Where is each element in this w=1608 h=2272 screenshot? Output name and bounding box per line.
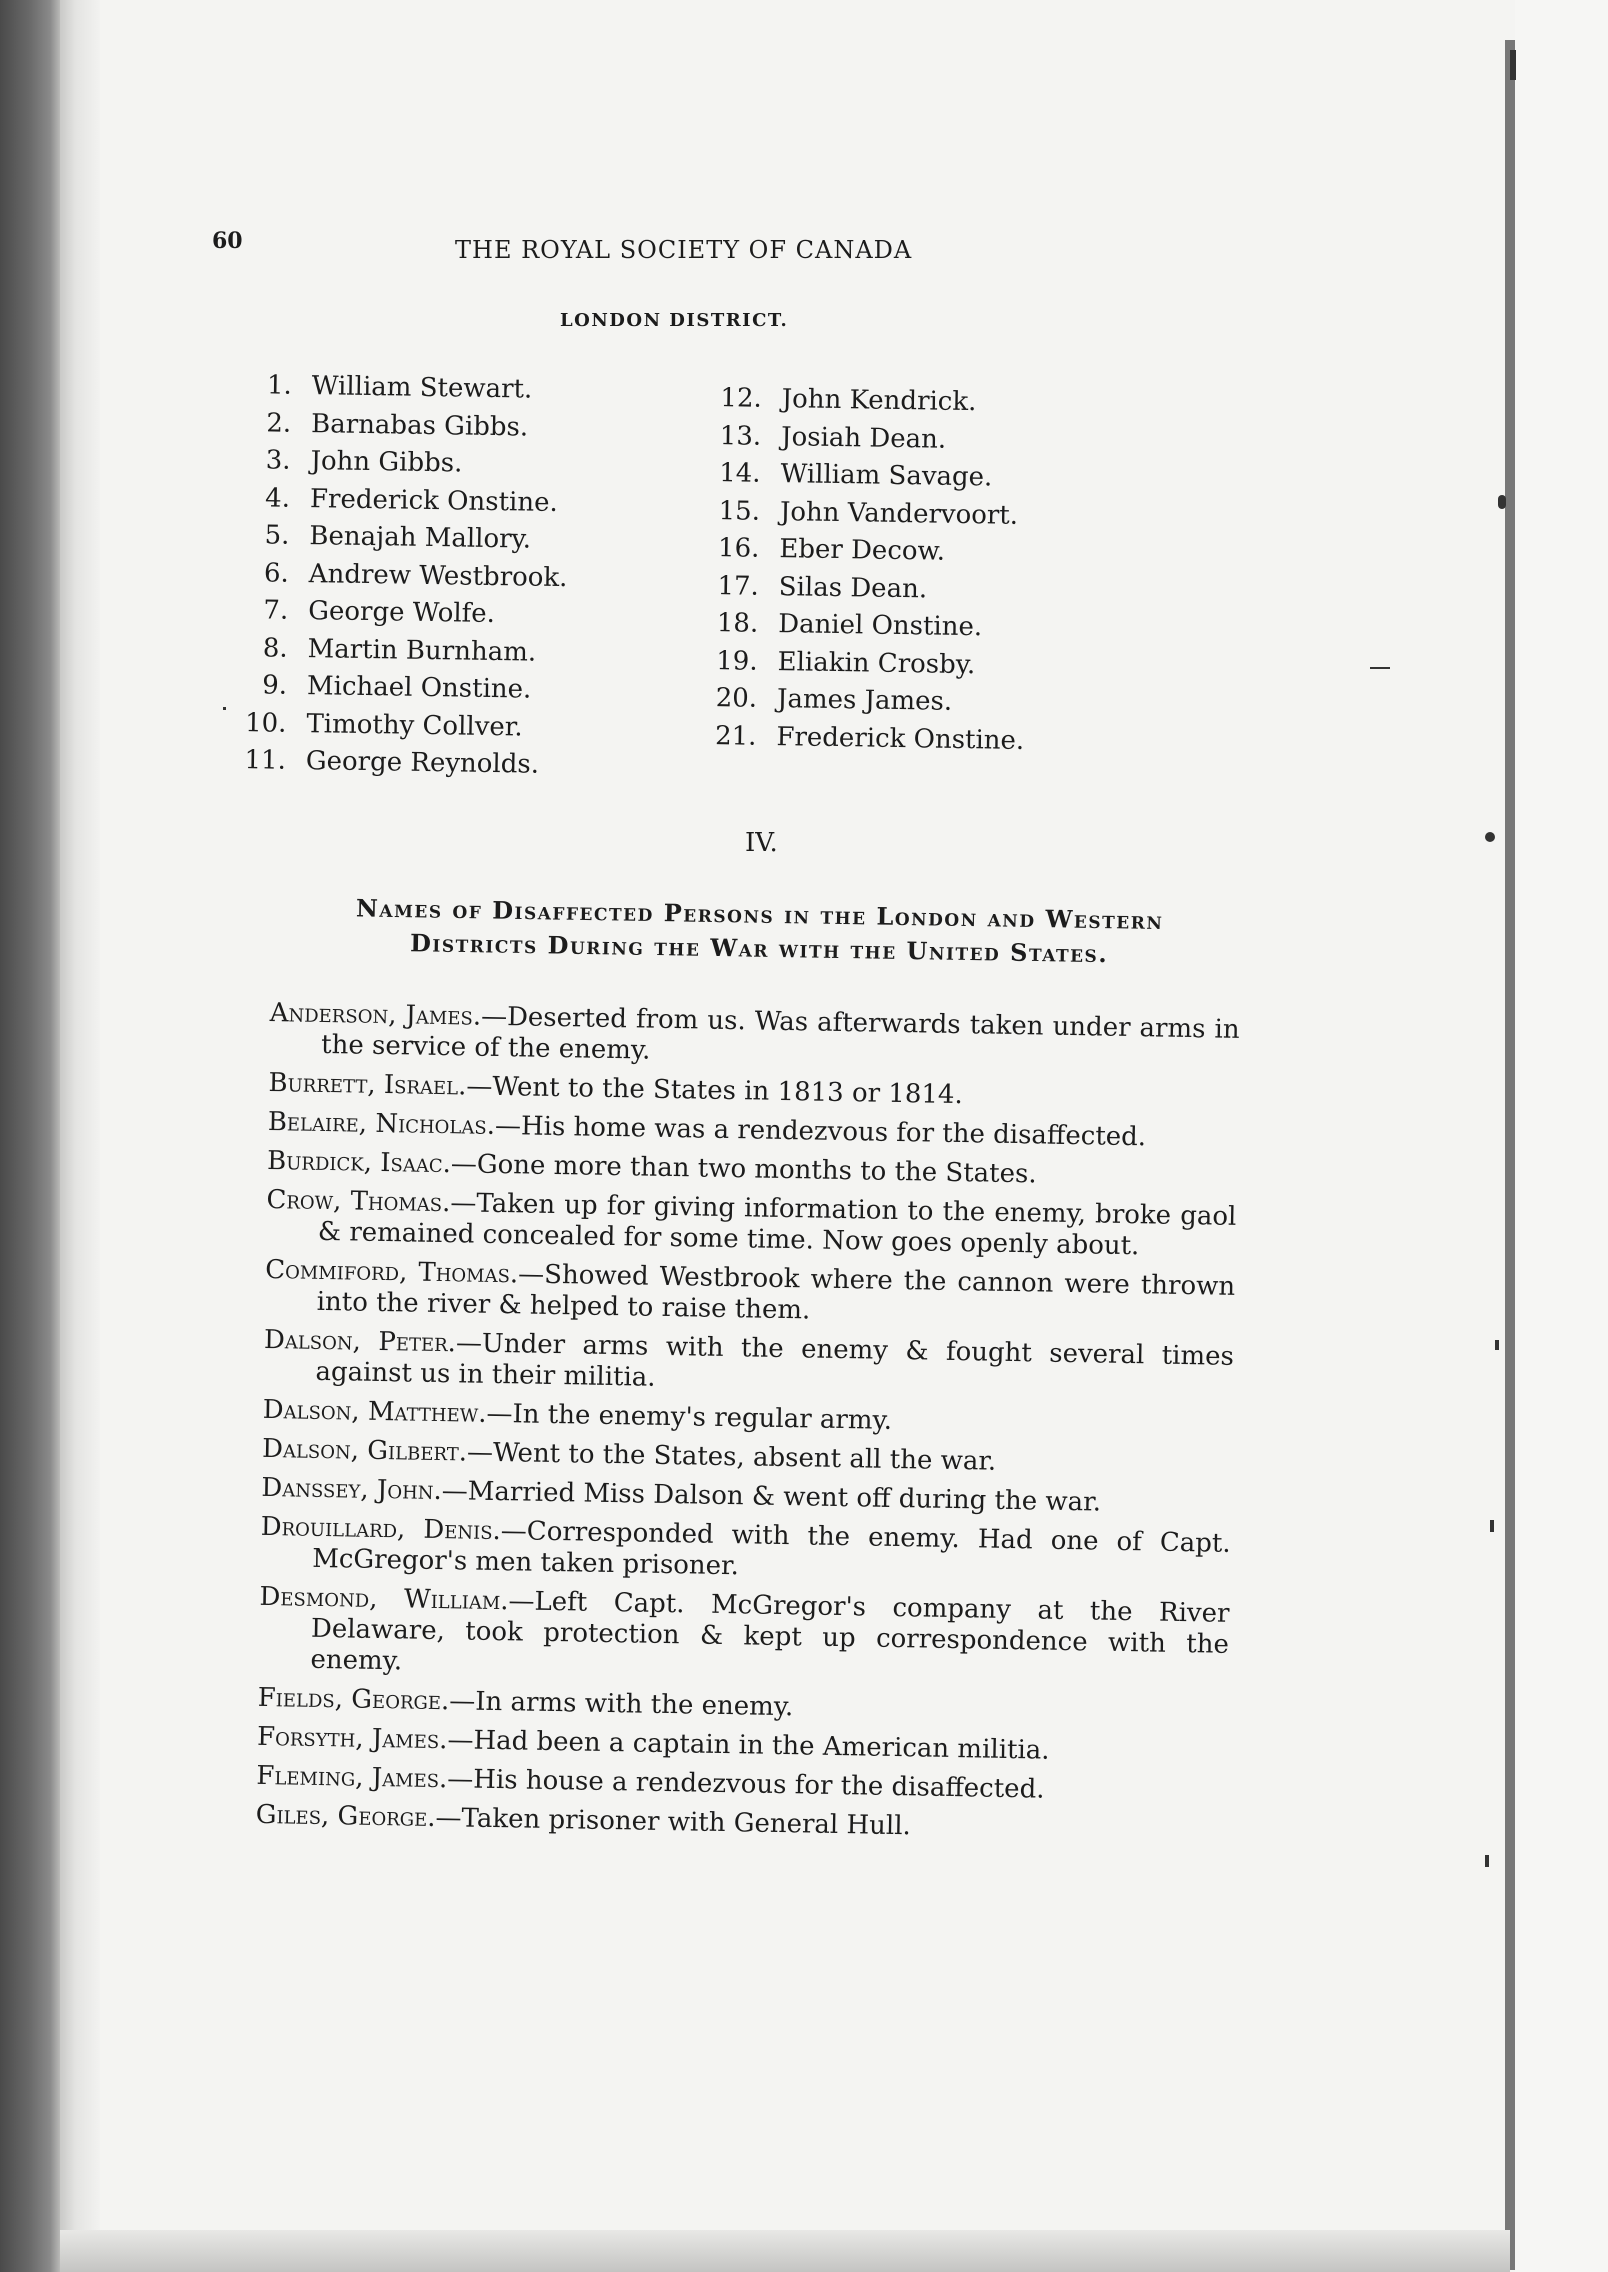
person-name: Dalson, Matthew. (262, 1394, 487, 1429)
scan-right-margin (1515, 0, 1608, 2272)
list-item-name: Daniel Onstine. (777, 609, 983, 643)
list-item-number: 19. (716, 645, 758, 677)
list-item (707, 533, 1027, 576)
person-description: —His house a rendezvous for the disaffected. (447, 1764, 1045, 1805)
list-item-name: George Reynolds. (305, 746, 540, 780)
list-item (235, 632, 566, 675)
list-item-number: 16. (717, 533, 760, 564)
list-item-number: 9. (262, 670, 288, 701)
list-item-number: 13. (719, 420, 762, 452)
person-entry (266, 1185, 1237, 1264)
list-item-name: George Wolfe. (307, 596, 496, 630)
scan-binding-shadow (0, 0, 60, 2272)
list-item (235, 670, 566, 713)
list-item-name: Timothy Collver. (306, 708, 523, 742)
document-title-line-2: Districts During the War with the United States. (409, 928, 1109, 969)
list-item (709, 383, 1029, 426)
person-description: —Taken up for giving information to the enemy, broke gaol & remained concealed for some time. Now goes openly about. (317, 1188, 1237, 1262)
scan-gutter (60, 0, 100, 2272)
person-description: —Showed Westbrook where the cannon were thrown into the river & helped to raise them. (316, 1259, 1236, 1326)
name-list-left (234, 370, 571, 788)
list-item (708, 458, 1028, 501)
list-item-number: 20. (715, 683, 758, 714)
page-number: 60 (212, 228, 243, 254)
person-name: Fields, George. (257, 1682, 450, 1717)
list-item-name: Frederick Onstine. (309, 483, 558, 518)
list-item-name: Frederick Onstine. (776, 721, 1025, 756)
list-item-name: Josiah Dean. (780, 421, 947, 455)
person-name: Giles, George. (255, 1799, 436, 1834)
person-name: Danssey, John. (261, 1472, 443, 1507)
person-entry (263, 1325, 1234, 1404)
list-item-number: 6. (263, 557, 290, 589)
list-item-name: John Kendrick. (781, 384, 977, 418)
list-item-number: 15. (718, 495, 761, 527)
list-item-number: 18. (716, 608, 759, 639)
list-item (234, 745, 565, 788)
list-item-name: John Gibbs. (310, 446, 463, 479)
person-entry (255, 1800, 1225, 1848)
list-item-number: 8. (262, 632, 288, 664)
page-bottom-edge (60, 2230, 1510, 2272)
person-name: Burrett, Israel. (268, 1067, 467, 1102)
person-description: —Had been a captain in the American militia. (447, 1725, 1050, 1766)
person-entry (264, 1255, 1235, 1334)
person-name: Dalson, Peter. (263, 1324, 457, 1359)
list-item (236, 595, 567, 638)
list-item-number: 14. (718, 458, 761, 489)
running-title: THE ROYAL SOCIETY OF CANADA (455, 236, 913, 264)
list-item-number: 11. (244, 745, 287, 776)
person-name: Anderson, James. (269, 998, 482, 1032)
person-entry (260, 1512, 1231, 1591)
list-item (237, 520, 568, 563)
list-item (705, 683, 1025, 726)
person-name: Fleming, James. (256, 1760, 448, 1795)
person-name: Drouillard, Denis. (260, 1511, 502, 1547)
disaffected-persons-list (255, 998, 1240, 1856)
list-item-name: John Vandervoort. (779, 496, 1019, 531)
list-item-number: 21. (714, 720, 757, 752)
list-item-number: 4. (264, 482, 291, 514)
person-description: —Married Miss Dalson & went off during the war. (441, 1476, 1102, 1518)
list-item-name: Barnabas Gibbs. (310, 408, 529, 443)
list-item-name: Andrew Westbrook. (308, 558, 568, 593)
list-item (238, 482, 569, 525)
list-item (709, 420, 1029, 463)
person-description: —Taken prisoner with General Hull. (435, 1803, 912, 1842)
list-item (238, 445, 569, 488)
list-item (706, 570, 1026, 613)
person-name: Dalson, Gilbert. (261, 1433, 468, 1468)
person-description: —In the enemy's regular army. (486, 1398, 893, 1436)
list-item-name: James James. (776, 684, 953, 717)
person-description: —Gone more than two months to the States. (450, 1149, 1037, 1190)
person-description: —His home was a rendezvous for the disaffected. (494, 1110, 1147, 1153)
section-number: IV. (745, 828, 778, 858)
person-name: Crow, Thomas. (266, 1184, 451, 1219)
list-item-number: 2. (266, 407, 292, 439)
person-name: Belaire, Nicholas. (267, 1106, 496, 1141)
list-item-name: Michael Onstine. (306, 671, 532, 705)
person-description: —Corresponded with the enemy. Had one of Capt. McGregor's men taken prisoner. (311, 1516, 1231, 1582)
list-item-number: 1. (266, 370, 292, 401)
list-item-name: William Stewart. (311, 371, 533, 405)
list-item-name: Benajah Mallory. (309, 521, 532, 555)
section-heading: LONDON DISTRICT. (560, 310, 789, 331)
list-item (706, 608, 1026, 651)
list-item-name: William Savage. (780, 459, 993, 493)
facing-page-edge (1505, 40, 1515, 2270)
person-description: —Under arms with the enemy & fought several times against us in their militia. (315, 1328, 1235, 1393)
list-item (239, 407, 570, 450)
list-item-number: 10. (244, 707, 287, 739)
list-item-name: Martin Burnham. (307, 633, 537, 668)
list-item-number: 5. (264, 520, 290, 551)
person-name: Desmond, William. (259, 1581, 509, 1617)
list-item (239, 370, 570, 413)
list-item (708, 495, 1028, 538)
list-item (705, 645, 1025, 688)
list-item (236, 557, 567, 600)
person-name: Burdick, Isaac. (266, 1145, 452, 1180)
list-item-number: 12. (720, 383, 762, 414)
list-item (704, 720, 1024, 763)
list-item-number: 7. (263, 595, 289, 626)
list-item-number: 3. (265, 445, 291, 476)
person-description: —In arms with the enemy. (449, 1686, 794, 1723)
name-list-right (704, 383, 1030, 763)
person-name: Forsyth, James. (256, 1721, 448, 1756)
list-item-name: Silas Dean. (778, 571, 928, 604)
list-item-name: Eliakin Crosby. (777, 646, 976, 680)
person-description: —Went to the States in 1813 or 1814. (466, 1071, 964, 1111)
person-description: —Deserted from us. Was afterwards taken under arms in the service of the enemy. (320, 1001, 1240, 1066)
document-title-line-1: Names of Disaffected Persons in the London and Western (355, 893, 1164, 936)
person-entry (258, 1582, 1229, 1692)
list-item-number: 17. (717, 570, 760, 602)
list-item-name: Eber Decow. (779, 534, 946, 567)
person-description: —Left Capt. McGregor's company at the River Delaware, took protection & kept up correspondence with the enemy. (310, 1586, 1230, 1677)
person-name: Commiford, Thomas. (264, 1254, 519, 1290)
list-item (234, 707, 565, 750)
person-description: —Went to the States, absent all the war. (466, 1437, 997, 1477)
